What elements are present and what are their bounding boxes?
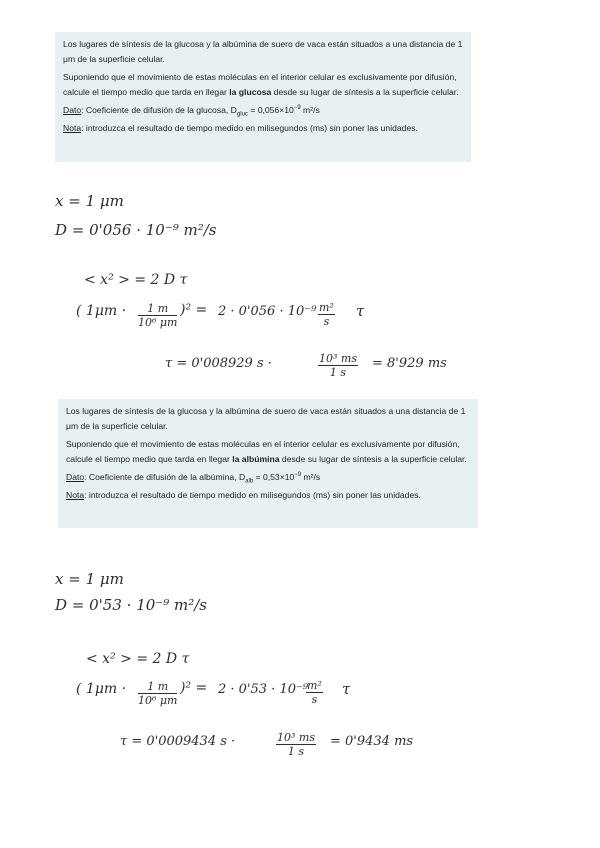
work1-frac-units: $\frac{\text{m²}}{s}$: [319, 301, 334, 328]
work1-d-line: D = 0'056 · 10⁻⁹ m²/s: [55, 221, 217, 239]
question-data: Dato: Coeficiente de difusión de la albúmina, $D_{alb} = 0,53\times 10^{-9}$ m²/s: [66, 472, 321, 485]
work1-rhs: 2 · 0'056 · 10⁻⁹: [218, 304, 317, 319]
question-intro: Los lugares de síntesis de la glucosa y la albúmina de suero de vaca están situados a una distancia de 1 μm de la superficie celular.: [66, 406, 466, 431]
question-note: Nota: introduzca el resultado de tiempo medido en milisegundos (ms) sin poner las unidades.: [66, 490, 421, 500]
question-block-albumin: [58, 399, 478, 528]
work1-frac-conversion: $\frac{1 m}{\text{10⁶ μm}}$: [138, 302, 178, 329]
work2-result-left: τ = 0'0009434 s ·: [120, 734, 236, 749]
question-statement: Suponiendo que el movimiento de estas moléculas en el interior celular es exclusivamente por difusión, calcule el tiempo medio que tarda en llegar la albúmina desde su lugar de síntesis a la superficie celular.: [66, 439, 467, 464]
question-note: Nota: introduzca el resultado de tiempo medido en milisegundos (ms) sin poner las unidades.: [63, 123, 418, 133]
work2-frac-units: $\frac{\text{m²}}{s}$: [307, 679, 322, 706]
work2-tau: τ: [342, 680, 351, 698]
question-intro: Los lugares de síntesis de la glucosa y la albúmina de suero de vaca están situados a una distancia de 1 μm de la superficie celular.: [63, 39, 463, 64]
work2-rhs: 2 · 0'53 · 10⁻⁹: [218, 682, 309, 697]
work2-lhs-open: ( 1μm ·: [76, 681, 127, 697]
work1-lhs-open: ( 1μm ·: [76, 303, 127, 319]
work2-frac-conversion: $\frac{1 m}{\text{10⁶ μm}}$: [138, 680, 178, 707]
work1-result-right: = 8'929 ms: [372, 356, 447, 371]
work2-formula: < x² > = 2 D τ: [86, 651, 190, 667]
question-block-glucose: [55, 32, 471, 162]
work2-result-right: = 0'9434 ms: [330, 734, 414, 749]
work2-x-line: x = 1 μm: [55, 570, 124, 588]
work1-lhs-close: )² =: [180, 302, 208, 318]
work1-formula: < x² > = 2 D τ: [84, 272, 188, 288]
work1-tau: τ: [356, 302, 365, 320]
work1-result-left: τ = 0'008929 s ·: [165, 356, 272, 371]
work2-lhs-close: )² =: [180, 680, 208, 696]
work2-d-line: D = 0'53 · 10⁻⁹ m²/s: [55, 596, 207, 614]
work1-frac-ms: $\frac{\text{10³ ms}}{1 s}$: [319, 352, 357, 379]
question-data: Dato: Coeficiente de difusión de la glucosa, $D_{gluc} = 0,056\times 10^{-9}$ m²/s: [63, 105, 320, 118]
question-statement: Suponiendo que el movimiento de estas moléculas en el interior celular es exclusivamente por difusión, calcule el tiempo medio que tarda en llegar la glucosa desde su lugar de síntesis a la superficie celular.: [63, 72, 459, 97]
work1-x-line: x = 1 μm: [55, 192, 124, 210]
work2-frac-ms: $\frac{\text{10³ ms}}{1 s}$: [277, 731, 315, 758]
